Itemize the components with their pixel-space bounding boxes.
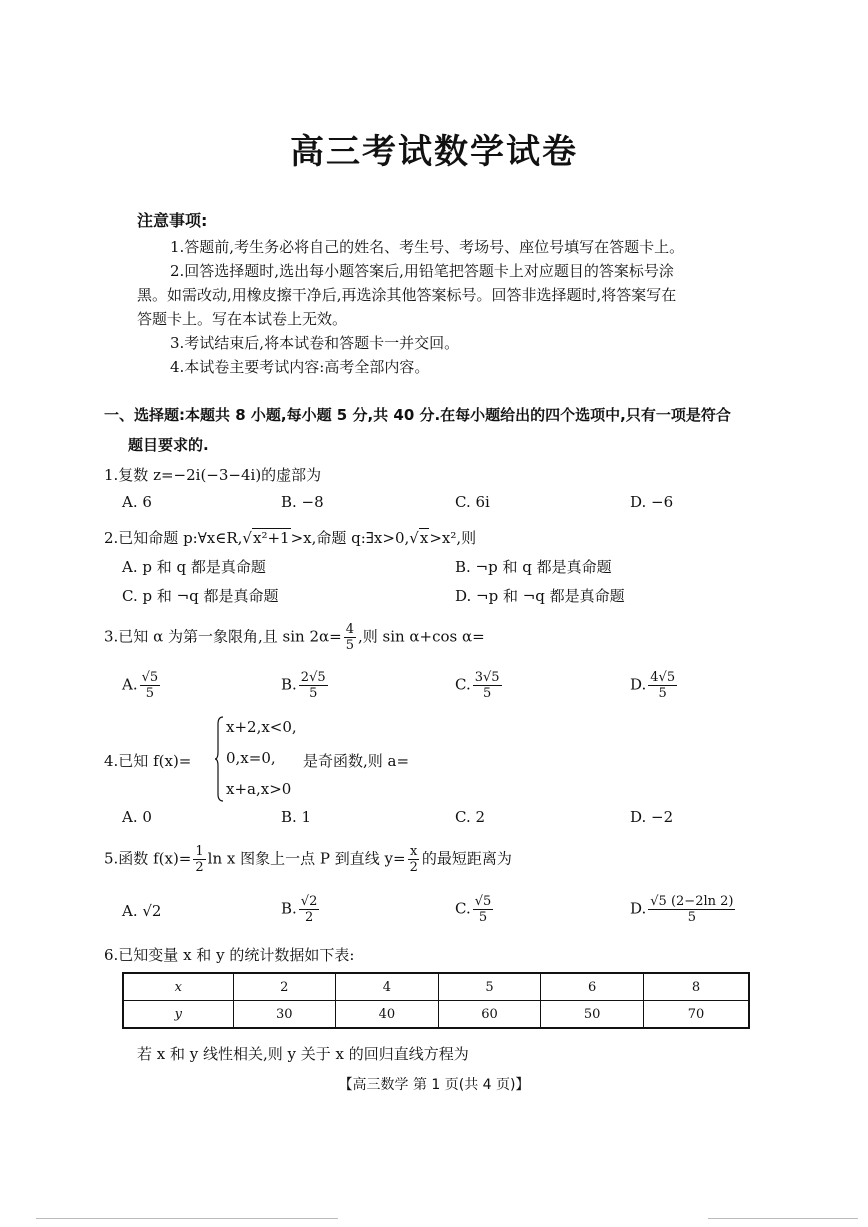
question-5-option-d — [630, 894, 737, 925]
question-3-text-1: 3.已知 α 为第一象限角,且 sin 2α= — [104, 627, 342, 646]
question-5-text-2: ln x 图象上一点 P 到直线 y= — [207, 849, 406, 868]
question-2-text-1: 2.已知命题 p:∀x∈R, — [104, 529, 243, 547]
fraction — [344, 622, 356, 653]
question-1-option-b: B. −8 — [281, 493, 324, 511]
question-1-option-c: C. 6i — [455, 493, 490, 511]
question-4-tail: 是奇函数,则 a= — [303, 752, 410, 770]
denominator: 5 — [145, 686, 155, 701]
fraction — [648, 894, 735, 925]
denominator: 5 — [345, 638, 354, 653]
fraction — [408, 844, 420, 875]
fraction — [140, 670, 161, 701]
table-row — [123, 973, 749, 1001]
question-5-option-b — [281, 894, 321, 925]
notice-item-3: 3.考试结束后,将本试卷和答题卡一并交回。 — [170, 334, 460, 352]
fraction — [473, 894, 494, 925]
numerator: 2√5 — [300, 670, 326, 685]
statistics-table — [122, 972, 750, 1029]
fraction — [648, 670, 677, 701]
question-2-stem — [104, 527, 476, 548]
table-row-label — [123, 973, 233, 1001]
notice-heading: 注意事项: — [137, 211, 208, 230]
question-2-option-d: D. ¬p 和 ¬q 都是真命题 — [455, 587, 625, 605]
numerator: 4 — [345, 622, 354, 637]
denominator: 5 — [687, 910, 696, 925]
denominator: 5 — [478, 910, 488, 925]
question-4-option-d: D. −2 — [630, 808, 674, 826]
question-5-option-a: A. √2 — [122, 902, 162, 920]
question-2-text-2: >x,命题 q:∃x>0, — [290, 529, 410, 547]
table-cell: 8 — [643, 973, 749, 1001]
fraction — [193, 844, 205, 875]
question-3-text-2: ,则 sin α+cos α= — [357, 627, 485, 646]
question-5-text-1: 5.函数 f(x)= — [104, 849, 192, 868]
piecewise-case-3: x+a,x>0 — [226, 780, 292, 798]
question-2-option-b: B. ¬p 和 q 都是真命题 — [455, 558, 612, 576]
section-1-heading-line-2: 题目要求的. — [128, 436, 209, 454]
page-title: 高三考试数学试卷 — [290, 132, 578, 172]
sqrt-sign: √ — [409, 529, 419, 547]
table-cell: 70 — [643, 1001, 749, 1029]
scan-edge-line — [36, 1218, 338, 1219]
question-1-option-d: D. −6 — [630, 493, 674, 511]
denominator: 5 — [482, 686, 492, 701]
question-4-option-c: C. 2 — [455, 808, 486, 826]
scan-edge-line — [708, 1218, 858, 1219]
table-cell: 6 — [541, 973, 644, 1001]
question-1-option-a: A. 6 — [122, 493, 152, 511]
question-2-option-a: A. p 和 q 都是真命题 — [122, 558, 266, 576]
fraction — [299, 670, 328, 701]
question-3-stem — [104, 622, 485, 653]
question-5-stem — [104, 844, 512, 875]
table-cell: 60 — [438, 1001, 541, 1029]
fraction — [473, 670, 502, 701]
question-4-lead: 4.已知 f(x)= — [104, 752, 192, 770]
table-cell: 40 — [336, 1001, 439, 1029]
section-1-heading: 一、选择题:本题共 8 小题,每小题 5 分,共 40 分.在每小题给出的四个选项中,只有一项是符合 — [104, 406, 731, 424]
option-letter: D. — [630, 899, 647, 918]
question-6-follow-up: 若 x 和 y 线性相关,则 y 关于 x 的回归直线方程为 — [137, 1045, 469, 1063]
table-cell: 2 — [233, 973, 336, 1001]
table-cell: 50 — [541, 1001, 644, 1029]
piecewise-case-2: 0,x=0, — [226, 749, 276, 767]
question-3-option-a — [122, 670, 162, 701]
option-letter: C. — [455, 899, 471, 918]
numerator: √2 — [300, 894, 318, 909]
option-letter: A. — [122, 675, 138, 694]
notice-item-4: 4.本试卷主要考试内容:高考全部内容。 — [170, 358, 430, 376]
numerator: √5 — [474, 894, 492, 909]
left-brace — [214, 716, 224, 802]
question-5-option-c — [455, 894, 495, 925]
question-2-radicand-2: x — [419, 529, 429, 547]
question-6-stem: 6.已知变量 x 和 y 的统计数据如下表: — [104, 946, 355, 964]
question-2-text-3: >x²,则 — [429, 529, 477, 547]
sqrt-sign: √ — [242, 529, 252, 547]
denominator: 5 — [658, 686, 667, 701]
notice-item-1: 1.答题前,考生务必将自己的姓名、考生号、考场号、座位号填写在答题卡上。 — [170, 238, 685, 256]
denominator: 2 — [304, 910, 314, 925]
numerator: 1 — [195, 844, 204, 859]
page-footer: 【高三数学 第 1 页(共 4 页)】 — [338, 1077, 530, 1093]
fraction — [299, 894, 320, 925]
numerator: x — [410, 844, 418, 859]
table-row-label — [123, 1001, 233, 1029]
numerator: 3√5 — [474, 670, 500, 685]
table-row — [123, 1001, 749, 1029]
question-5-text-3: 的最短距离为 — [421, 849, 512, 868]
denominator: 2 — [195, 860, 204, 875]
numerator: 4√5 — [650, 670, 676, 685]
question-1-stem: 1.复数 z=−2i(−3−4i)的虚部为 — [104, 466, 322, 484]
table-cell: 5 — [438, 973, 541, 1001]
denominator: 5 — [309, 686, 318, 701]
question-3-option-c — [455, 670, 504, 701]
notice-item-2-line-3: 答题卡上。写在本试卷上无效。 — [137, 310, 348, 328]
question-4-option-b: B. 1 — [281, 808, 312, 826]
question-4-option-a: A. 0 — [122, 808, 152, 826]
notice-item-2-line-1: 2.回答选择题时,选出每小题答案后,用铅笔把答题卡上对应题目的答案标号涂 — [170, 262, 674, 280]
numerator: √5 — [141, 670, 159, 685]
question-2-radicand: x²+1 — [252, 529, 290, 547]
notice-item-2-line-2: 黑。如需改动,用橡皮擦干净后,再选涂其他答案标号。回答非选择题时,将答案写在 — [137, 286, 677, 304]
option-letter: D. — [630, 675, 647, 694]
option-letter: C. — [455, 675, 471, 694]
table-cell: 4 — [336, 973, 439, 1001]
numerator: √5 (2−2ln 2) — [650, 894, 734, 909]
question-3-option-b — [281, 670, 330, 701]
denominator: 2 — [409, 860, 418, 875]
piecewise-case-1: x+2,x<0, — [226, 718, 297, 736]
option-letter: B. — [281, 899, 297, 918]
option-letter: B. — [281, 675, 297, 694]
question-2-option-c: C. p 和 ¬q 都是真命题 — [122, 587, 279, 605]
variable-y: y — [174, 1006, 182, 1022]
question-3-option-d — [630, 670, 679, 701]
table-cell: 30 — [233, 1001, 336, 1029]
variable-x: x — [174, 979, 182, 995]
